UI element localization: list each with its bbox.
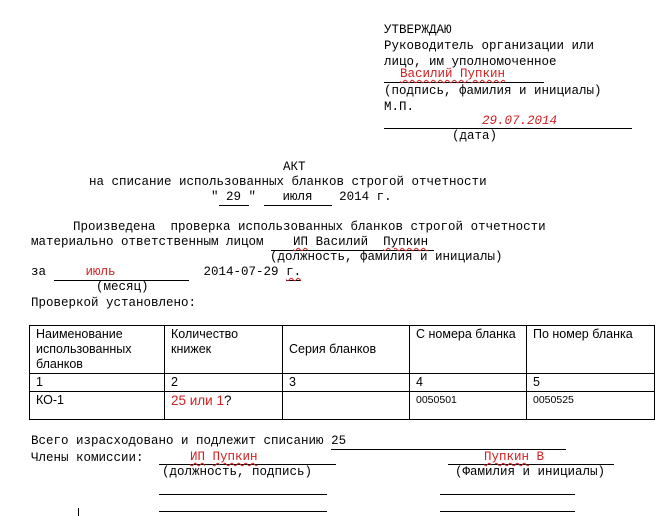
act-subtitle: на списание использованных бланков строгой отчетности (89, 175, 487, 189)
approve-signer-caption: (подпись, фамилия и инициалы) (384, 84, 602, 98)
header-to: По номер бланка (527, 326, 655, 374)
total-line: Всего израсходовано и подлежит списанию 25 (31, 434, 566, 450)
approve-stamp: М.П. (384, 100, 415, 114)
approve-line1: Руководитель организации или (384, 39, 595, 53)
member1-caption: (должность, подпись) (162, 465, 313, 479)
table-row (30, 392, 655, 420)
header-name: Наименование использованных бланков (30, 326, 165, 374)
act-date: " 29 " июля 2014 г. (211, 190, 392, 204)
cell-from: 0050501 (410, 392, 527, 420)
act-title: АКТ (283, 160, 306, 174)
sign-line-left-2 (159, 511, 327, 512)
period-line: за июль 2014-07-29 г. (31, 265, 302, 279)
approve-line2: лицо, им уполномоченное (384, 55, 557, 69)
body-line2: материально ответственным лицом ИП Василий Пупкин (31, 235, 434, 251)
col-number-3: 3 (283, 374, 410, 392)
header-from: С номера бланка (410, 326, 527, 374)
member1-value: ИП Пупкин (190, 450, 258, 464)
member2-value: Пупкин В (484, 450, 545, 464)
body-line1: Произведена проверка использованных бланков строгой отчетности (73, 220, 546, 234)
col-number-5: 5 (527, 374, 655, 392)
approve-date-caption: (дата) (452, 129, 498, 143)
sign-line-right-1 (440, 494, 575, 495)
approve-title: УТВЕРЖДАЮ (384, 23, 452, 37)
signer-name: Василий Пупкин (400, 67, 506, 81)
header-qty: Количество книжек (165, 326, 283, 374)
blanks-table (29, 325, 655, 420)
member2-caption: (Фамилия и инициалы) (455, 465, 606, 479)
cell-to: 0050525 (527, 392, 655, 420)
text-cursor (78, 508, 79, 516)
col-number-1: 1 (30, 374, 165, 392)
person-caption: (должность, фамилия и инициалы) (270, 250, 503, 264)
header-series: Серия бланков (283, 326, 410, 374)
cell-qty: 25 или 1? (165, 392, 283, 420)
approve-date: 29.07.2014 (482, 114, 558, 128)
members-label: Члены комиссии: (31, 451, 152, 465)
table-number-row (30, 374, 655, 392)
signer-underline (384, 82, 544, 83)
sign-line-left-1 (159, 494, 327, 495)
sign-line-right-2 (440, 511, 575, 512)
approve-signer (400, 67, 505, 82)
found-label: Проверкой установлено: (31, 296, 197, 310)
period-caption: (месяц) (96, 280, 149, 294)
cell-series (283, 392, 410, 420)
col-number-2: 2 (165, 374, 283, 392)
cell-name: КО-1 (30, 392, 165, 420)
col-number-4: 4 (410, 374, 527, 392)
table-header-row (30, 326, 655, 374)
